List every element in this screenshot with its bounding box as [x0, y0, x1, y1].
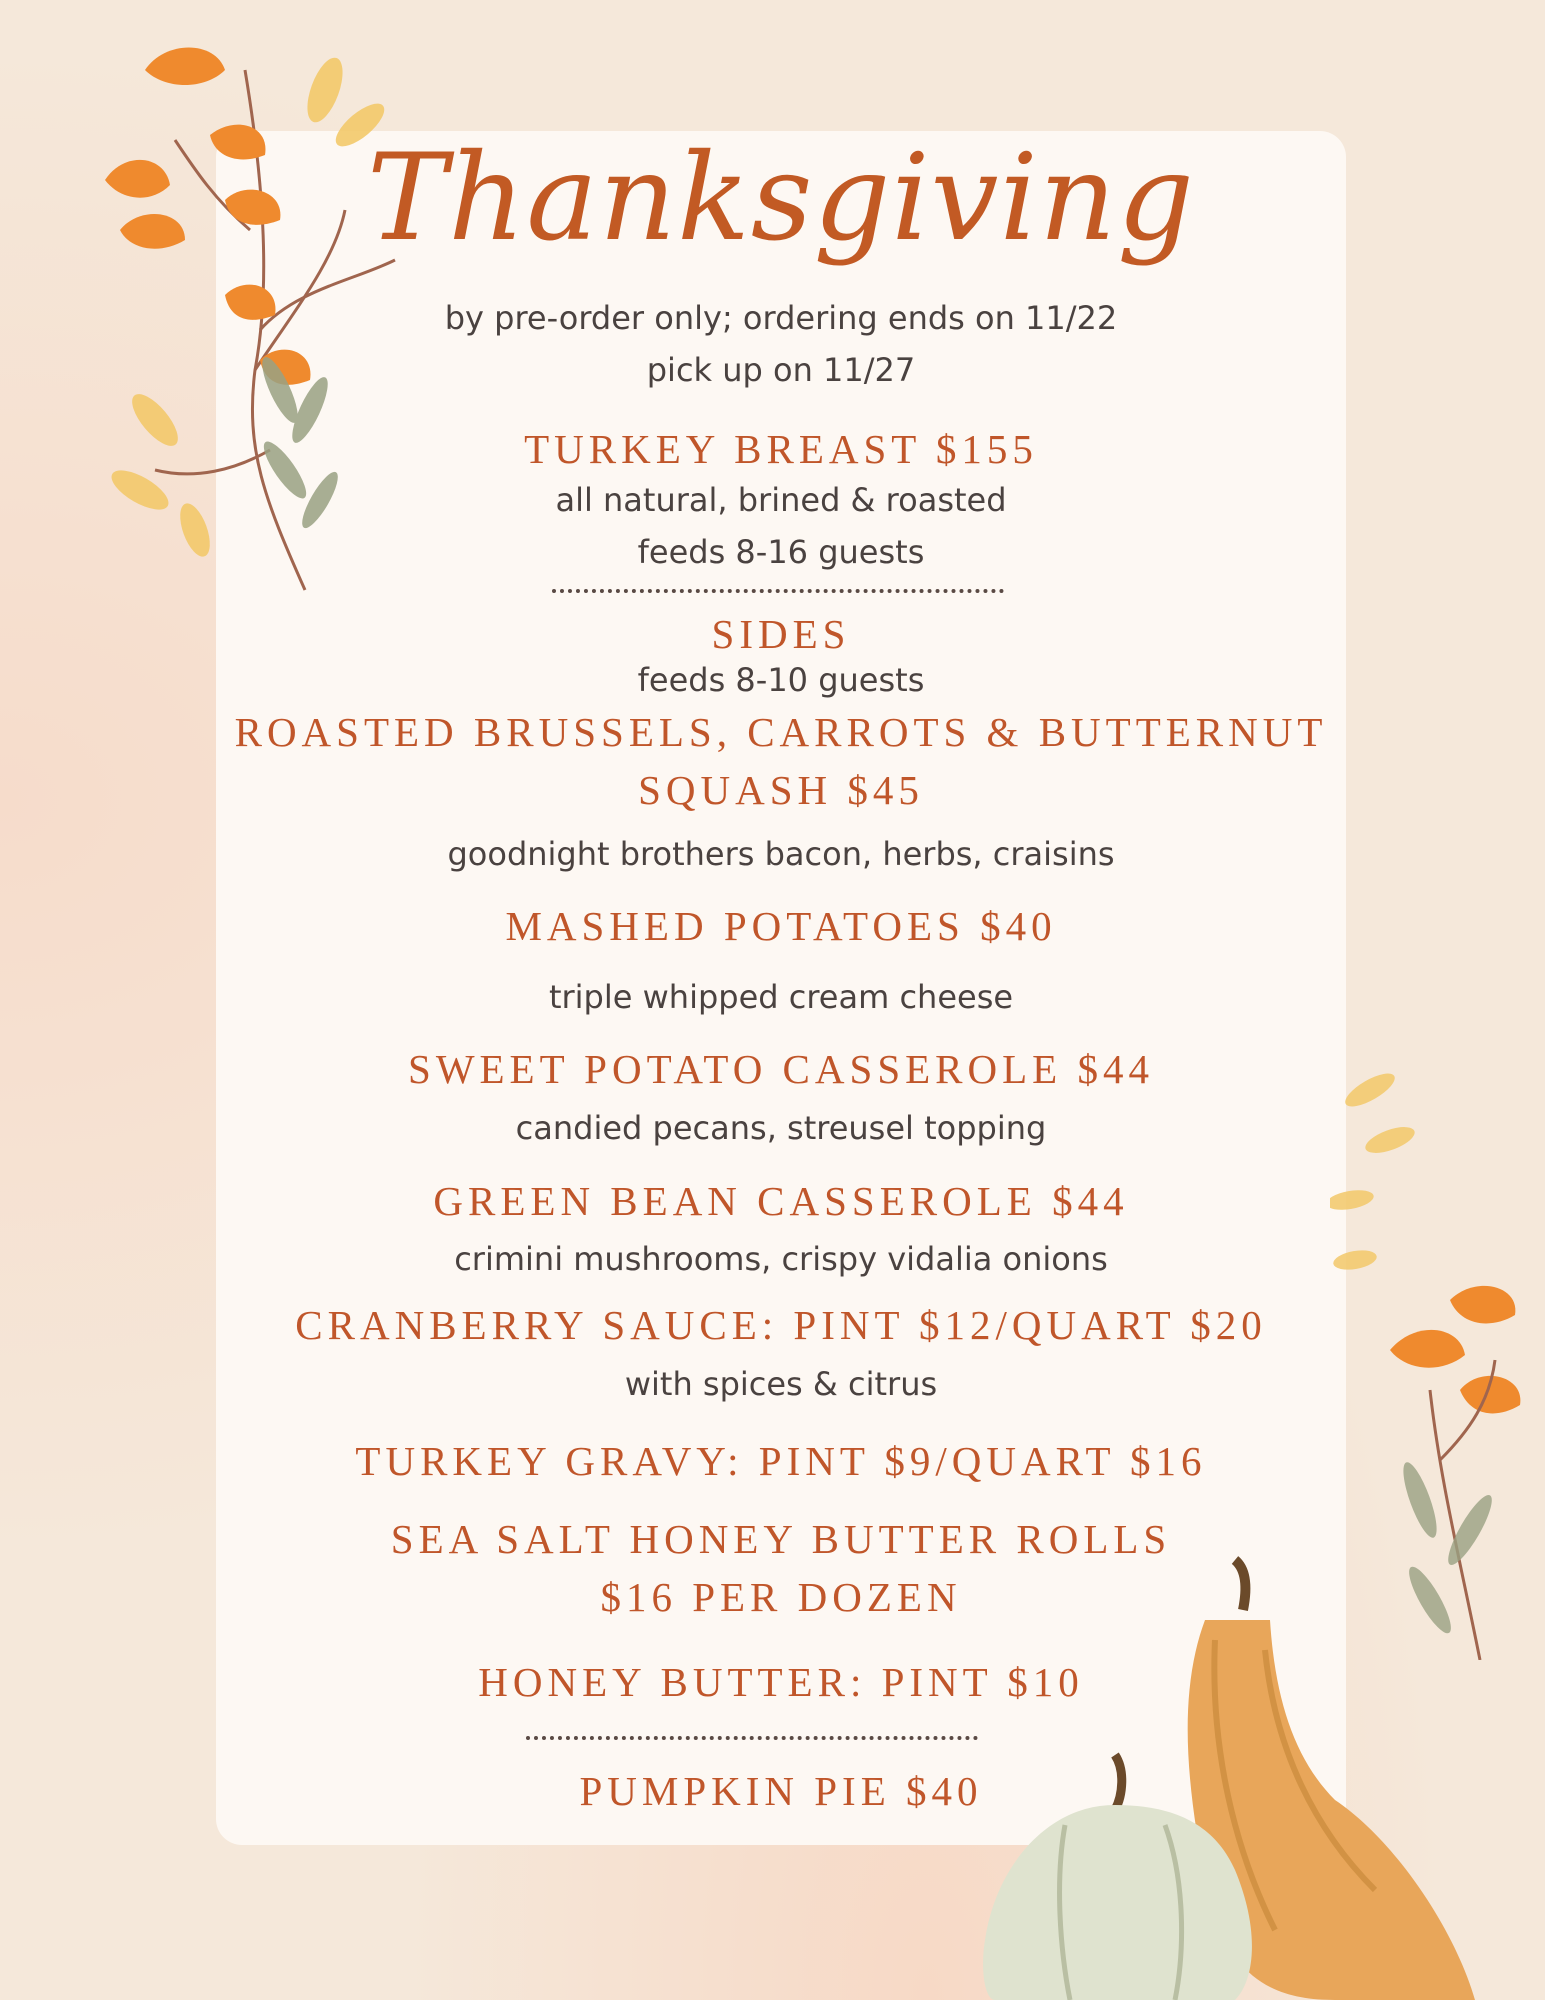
side-item-name: ROASTED BRUSSELS, CARROTS & BUTTERNUT: [234, 709, 1328, 755]
side-item-name: MASHED POTATOES $40: [505, 903, 1057, 949]
side-item-name: CRANBERRY SAUCE: PINT $12/QUART $20: [295, 1302, 1267, 1348]
side-item-name: HONEY BUTTER: PINT $10: [478, 1659, 1084, 1705]
side-item-desc: crimini mushrooms, crispy vidalia onions: [454, 1240, 1108, 1278]
sides-heading: SIDES: [711, 611, 851, 657]
side-item-name: GREEN BEAN CASSEROLE $44: [433, 1178, 1129, 1224]
page-title: Thanksgiving: [367, 129, 1195, 268]
sides-servings: feeds 8-10 guests: [637, 661, 925, 699]
side-item-name: $16 PER DOZEN: [600, 1574, 962, 1620]
side-item-name: TURKEY GRAVY: PINT $9/QUART $16: [355, 1438, 1207, 1484]
side-item-name: SEA SALT HONEY BUTTER ROLLS: [390, 1516, 1172, 1562]
side-item-name: SWEET POTATO CASSEROLE $44: [408, 1046, 1154, 1092]
side-item-desc: triple whipped cream cheese: [548, 978, 1014, 1016]
section-divider: [526, 1736, 978, 1740]
section-divider: [552, 589, 1004, 593]
order-deadline-text: by pre-order only; ordering ends on 11/22: [444, 299, 1118, 337]
turkey-heading: TURKEY BREAST $155: [524, 426, 1038, 472]
dessert-heading: PUMPKIN PIE $40: [579, 1768, 983, 1814]
side-item-name: SQUASH $45: [638, 767, 924, 813]
turkey-servings: feeds 8-16 guests: [637, 533, 925, 571]
pickup-date-text: pick up on 11/27: [646, 351, 916, 389]
side-item-desc: goodnight brothers bacon, herbs, craisins: [447, 835, 1115, 873]
turkey-desc: all natural, brined & roasted: [555, 481, 1007, 519]
side-item-desc: with spices & citrus: [624, 1365, 938, 1403]
side-item-desc: candied pecans, streusel topping: [515, 1109, 1047, 1147]
